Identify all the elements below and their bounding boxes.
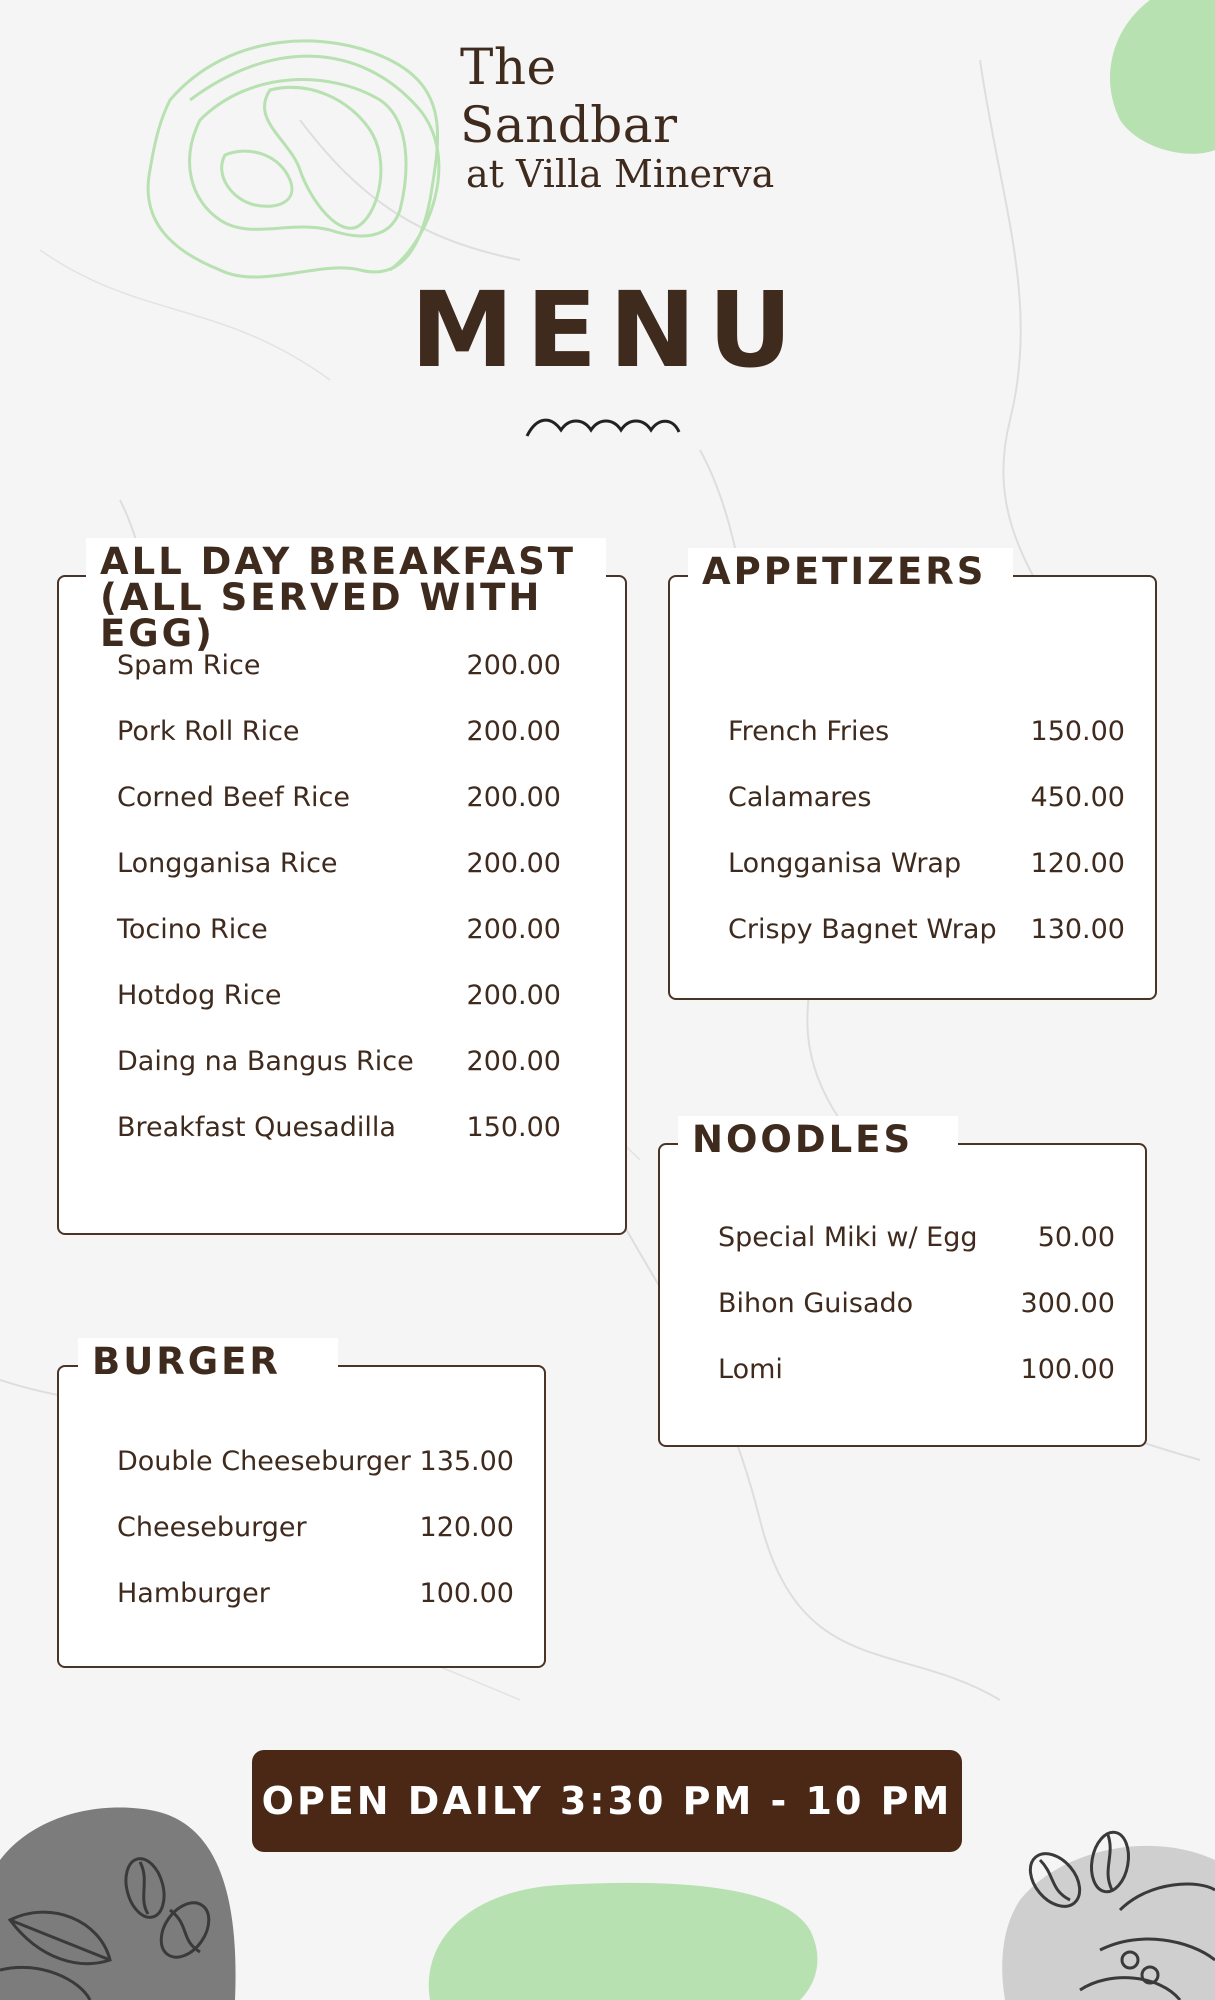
burger-list (57, 1446, 546, 1646)
breakfast-heading-line2: (ALL SERVED WITH EGG) (100, 576, 543, 655)
list-item[interactable] (658, 1354, 1147, 1394)
item-price: 200.00 (466, 980, 561, 1011)
list-item[interactable] (57, 848, 627, 888)
list-item[interactable] (658, 1288, 1147, 1328)
item-name: Double Cheeseburger (117, 1446, 411, 1477)
item-name: Cheeseburger (117, 1512, 307, 1543)
item-price: 130.00 (1030, 914, 1125, 945)
opening-hours-banner: OPEN DAILY 3:30 PM - 10 PM (252, 1750, 962, 1852)
item-name: Lomi (718, 1354, 783, 1385)
item-price: 120.00 (419, 1512, 514, 1543)
list-item[interactable] (668, 914, 1157, 954)
item-name: Hotdog Rice (117, 980, 282, 1011)
list-item[interactable] (57, 914, 627, 954)
item-name: French Fries (728, 716, 890, 747)
list-item[interactable] (57, 1046, 627, 1086)
item-price: 100.00 (1020, 1354, 1115, 1385)
item-price: 150.00 (466, 1112, 561, 1143)
item-price: 450.00 (1030, 782, 1125, 813)
item-name: Longganisa Rice (117, 848, 338, 879)
list-item[interactable] (57, 716, 627, 756)
breakfast-heading-line1: ALL DAY BREAKFAST (100, 540, 576, 583)
list-item[interactable] (57, 980, 627, 1020)
item-price: 120.00 (1030, 848, 1125, 879)
item-name: Breakfast Quesadilla (117, 1112, 396, 1143)
squiggle-divider-icon (525, 412, 681, 440)
burger-heading: BURGER (78, 1338, 338, 1392)
list-item[interactable] (668, 782, 1157, 822)
list-item[interactable] (658, 1222, 1147, 1262)
item-name: Tocino Rice (117, 914, 268, 945)
list-item[interactable] (57, 1112, 627, 1152)
brand-subtitle: at Villa Minerva (466, 152, 775, 196)
item-price: 100.00 (419, 1578, 514, 1609)
list-item[interactable] (668, 716, 1157, 756)
brand-logo-text (460, 38, 780, 194)
breakfast-list (57, 650, 627, 1170)
item-name: Daing na Bangus Rice (117, 1046, 414, 1077)
item-name: Longganisa Wrap (728, 848, 962, 879)
item-name: Crispy Bagnet Wrap (728, 914, 997, 945)
item-name: Calamares (728, 782, 872, 813)
noodles-heading: NOODLES (678, 1116, 958, 1170)
list-item[interactable] (57, 1512, 546, 1552)
list-item[interactable] (668, 848, 1157, 888)
noodles-list (658, 1222, 1147, 1422)
page-title: MENU (410, 269, 805, 391)
item-price: 200.00 (466, 650, 561, 681)
list-item[interactable] (57, 1578, 546, 1618)
item-name: Spam Rice (117, 650, 261, 681)
list-item[interactable] (57, 782, 627, 822)
list-item[interactable] (57, 1446, 546, 1486)
item-name: Hamburger (117, 1578, 270, 1609)
item-price: 200.00 (466, 716, 561, 747)
item-price: 200.00 (466, 1046, 561, 1077)
item-price: 200.00 (466, 782, 561, 813)
item-price: 200.00 (466, 848, 561, 879)
appetizers-list (668, 716, 1157, 976)
item-price: 135.00 (419, 1446, 514, 1477)
brand-name: The Sandbar (460, 38, 678, 154)
item-price: 200.00 (466, 914, 561, 945)
item-name: Pork Roll Rice (117, 716, 300, 747)
item-name: Corned Beef Rice (117, 782, 350, 813)
breakfast-heading (86, 538, 606, 655)
item-price: 300.00 (1020, 1288, 1115, 1319)
item-price: 50.00 (1037, 1222, 1115, 1253)
item-price: 150.00 (1030, 716, 1125, 747)
item-name: Special Miki w/ Egg (718, 1222, 978, 1253)
list-item[interactable] (57, 650, 627, 690)
appetizers-heading: APPETIZERS (688, 548, 1013, 602)
item-name: Bihon Guisado (718, 1288, 914, 1319)
